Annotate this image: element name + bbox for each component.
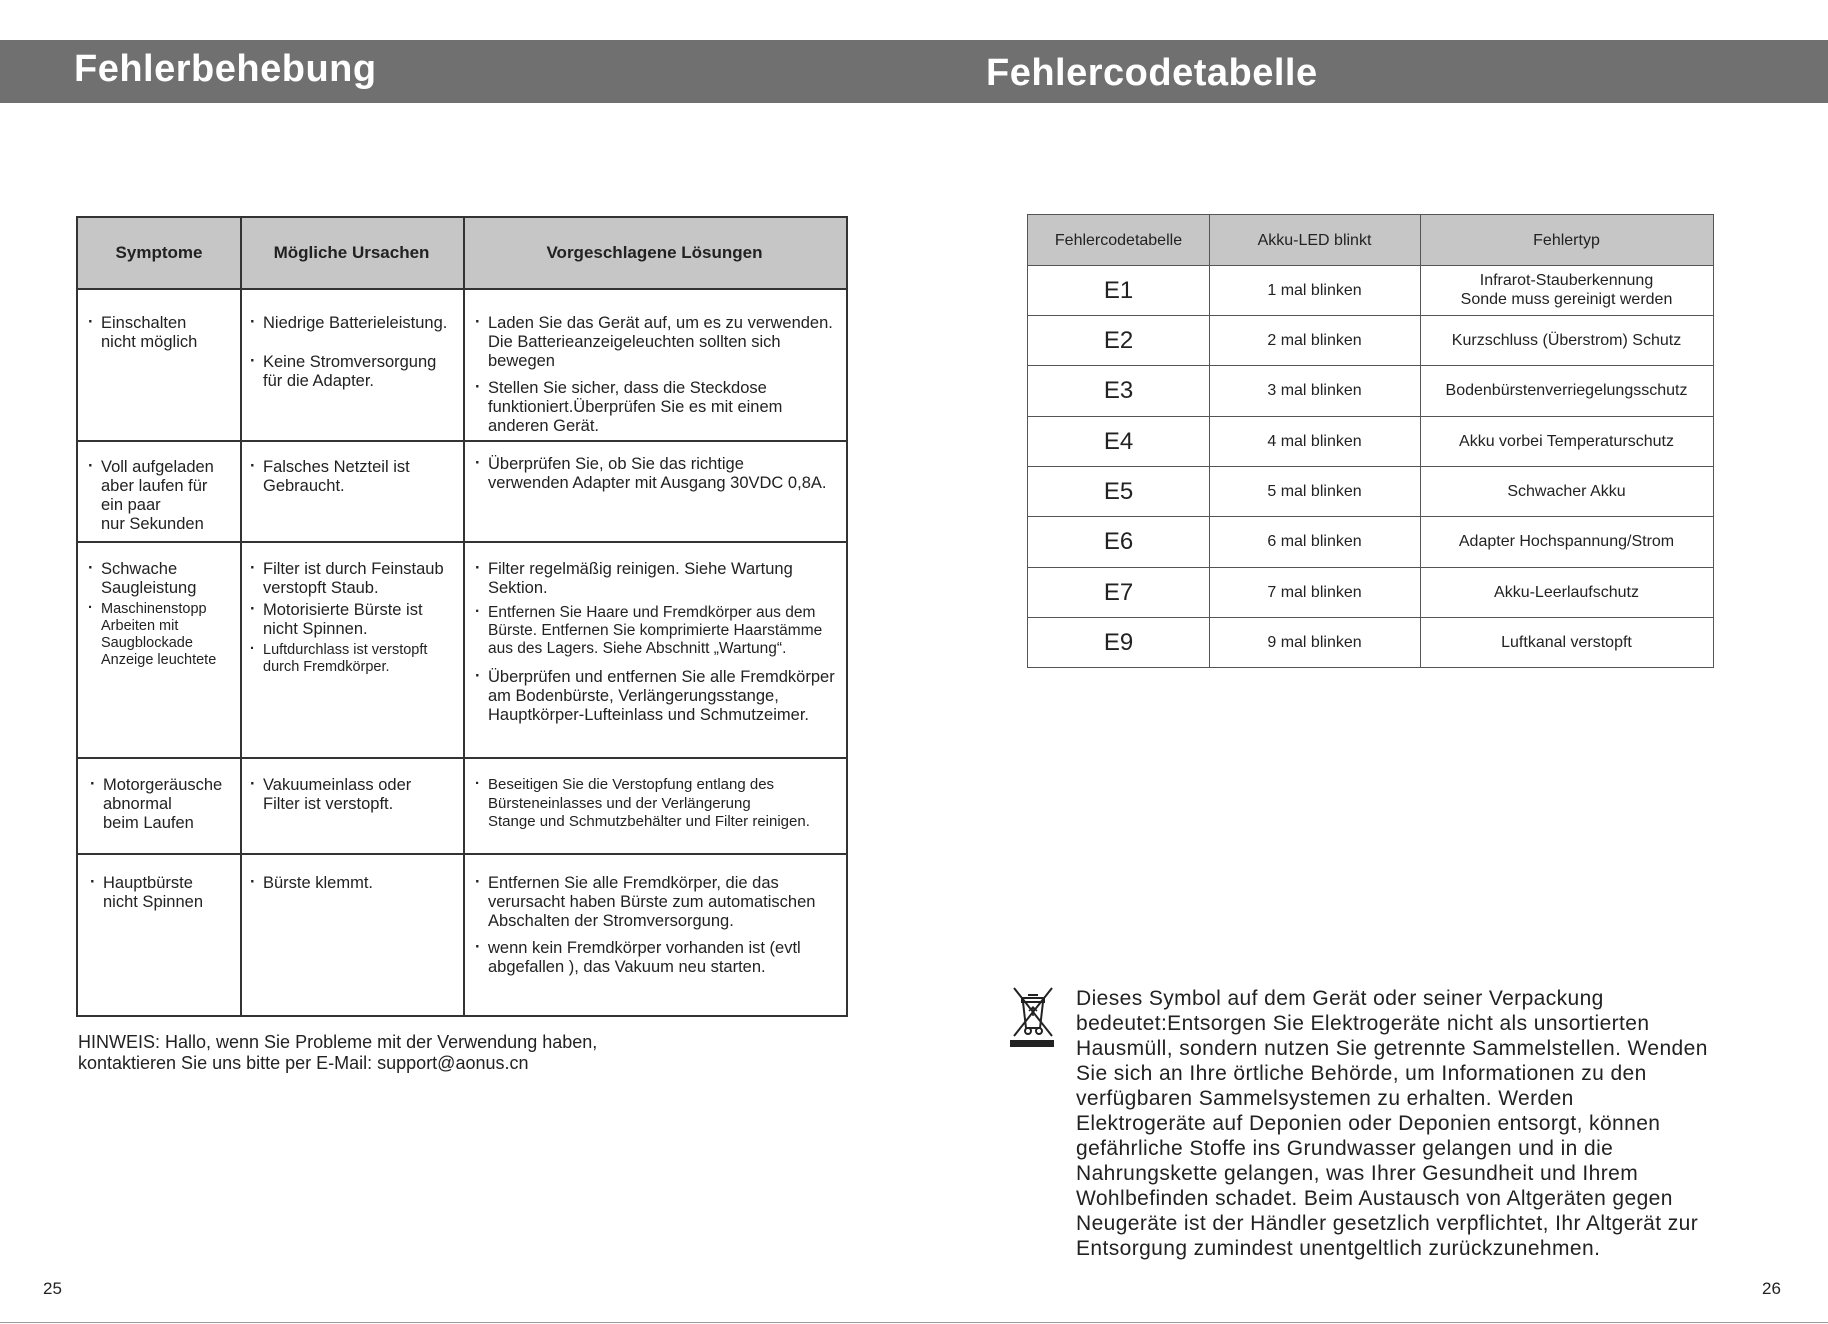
symptom-item: · Einschalten nicht möglich: [88, 314, 236, 352]
solution-item: · Stellen Sie sicher, dass die Steckdose funktioniert.Überprüfen Sie es mit einem anderen Gerät.: [475, 379, 847, 436]
cause-item: · Filter ist durch Feinstaub verstopft Staub.: [250, 560, 462, 598]
solution-item: · Laden Sie das Gerät auf, um es zu verwenden. Die Batterieanzeigeleuchten sollten sich bewegen: [475, 314, 847, 371]
table-row-3-symptoms: [88, 560, 238, 677]
cause-item: · Niedrige Batterieleistung.: [250, 314, 462, 333]
table-row-4-causes: [250, 776, 462, 822]
row-divider: [78, 757, 846, 759]
solution-item: · Überprüfen Sie, ob Sie das richtige verwenden Adapter mit Ausgang 30VDC 0,8A.: [475, 455, 847, 493]
solution-item: · Entfernen Sie Haare und Fremdkörper aus dem Bürste. Entfernen Sie komprimierte Haarstämme aus des Lagers. Siehe Abschnitt „Wartung“.: [475, 604, 847, 658]
error-type: Adapter Hochspannung/Strom: [1458, 533, 1675, 550]
table-row-2-solutions: [475, 455, 847, 501]
error-type: Luftkanal verstopft: [1501, 633, 1632, 651]
row-divider: [78, 288, 846, 290]
cause-item: · Bürste klemmt.: [250, 874, 462, 893]
led-blink-count: 1 mal blinken: [1267, 281, 1362, 299]
table-row-3-causes: [250, 560, 462, 684]
header-solutions: Vorgeschlagene Lösungen: [546, 243, 763, 262]
error-type: Bodenbürstenverriegelungsschutz: [1445, 382, 1688, 399]
led-blink-count: 7 mal blinken: [1267, 583, 1362, 601]
error-code: E6: [1103, 528, 1134, 555]
cause-item: · Vakuumeinlass oder Filter ist verstopft.: [250, 776, 462, 814]
error-code: E7: [1103, 578, 1134, 606]
table-row-2-symptoms: [88, 458, 236, 542]
cause-item: · Motorisierte Bürste ist nicht Spinnen.: [250, 601, 462, 639]
error-type: Akku-Leerlaufschutz: [1494, 583, 1639, 601]
header-led-blink: Akku-LED blinkt: [1257, 231, 1372, 249]
cause-item: · Keine Stromversorgung für die Adapter.: [250, 353, 462, 391]
symptom-item: · Hauptbürste nicht Spinnen: [90, 874, 240, 912]
error-type: Akku vorbei Temperaturschutz: [1459, 432, 1674, 450]
column-divider: [240, 218, 242, 1015]
symptom-item: · Motorgeräusche abnormal beim Laufen: [90, 776, 240, 833]
error-code: E4: [1103, 427, 1134, 455]
table-row-5-solutions: [475, 874, 847, 985]
column-divider: [463, 218, 465, 1015]
table-row-4-solutions: [475, 776, 847, 840]
table-row-1-symptoms: [88, 314, 236, 360]
page-title-troubleshooting: Fehlerbehebung: [74, 48, 377, 90]
solution-item: · Überprüfen und entfernen Sie alle Fremdkörper am Bodenbürste, Verlängerungsstange, Hauptkörper-Lufteinlass und Schmutzeimer.: [475, 668, 847, 725]
header-error-code: Fehlercodetabelle: [1054, 231, 1183, 249]
row-divider: [78, 853, 846, 855]
error-code: E1: [1103, 276, 1134, 304]
header-causes: Mögliche Ursachen: [273, 243, 430, 262]
table-row-5-causes: [250, 874, 462, 901]
error-code: E2: [1103, 326, 1134, 354]
weee-disposal-notice: Dieses Symbol auf dem Gerät oder seiner Verpackung bedeutet:Entsorgen Sie Elektrogeräte nicht als unsortierten Hausmüll, sondern nutzen Sie getrennte Sammelstellen. Wenden Sie sich an Ihre örtliche Behörde, um Informationen zu den verfügbaren Sammelsystemen zu erhalten. Werden Elektrogeräte auf Deponien oder Deponien entsorgt, können gefährliche Stoffe ins Grundwasser gelangen und in die Nahrungskette gelangen, was Ihrer Gesundheit und Ihrem Wohlbefinden schadet. Beim Austausch von Altgeräten gegen Neugeräte ist der Händler gesetzlich verpflichtet, Ihr Altgerät zur Entsorgung zumindest unentgeltlich zurückzunehmen.: [1076, 987, 1708, 1260]
error-type: Schwacher Akku: [1507, 482, 1626, 500]
led-blink-count: 4 mal blinken: [1267, 432, 1362, 450]
table-row-3-solutions: [475, 560, 847, 733]
header-error-type: Fehlertyp: [1533, 231, 1600, 249]
led-blink-count: 3 mal blinken: [1267, 382, 1362, 399]
bottom-rule: [0, 1322, 1828, 1323]
cause-item: · Falsches Netzteil ist Gebraucht.: [250, 458, 462, 496]
page-number-left: 25: [43, 1279, 62, 1298]
header-symptoms: Symptome: [115, 243, 203, 262]
solution-item: · Filter regelmäßig reinigen. Siehe Wartung Sektion.: [475, 560, 847, 598]
page-title-error-codes: Fehlercodetabelle: [986, 52, 1318, 94]
page-number-right: 26: [1762, 1279, 1781, 1298]
contact-note: HINWEIS: Hallo, wenn Sie Probleme mit der Verwendung haben, kontaktieren Sie uns bitte per E-Mail: support@aonus.cn: [78, 1032, 598, 1073]
solution-item: · wenn kein Fremdkörper vorhanden ist (evtl abgefallen ), das Vakuum neu starten.: [475, 939, 847, 977]
led-blink-count: 6 mal blinken: [1267, 533, 1362, 550]
cause-item: · Luftdurchlass ist verstopft durch Fremdkörper.: [250, 642, 462, 676]
error-code: E5: [1103, 477, 1134, 505]
symptom-item: · Schwache Saugleistung: [88, 560, 238, 598]
error-type: Kurzschluss (Überstrom) Schutz: [1451, 331, 1682, 349]
error-code-table: [1027, 214, 1714, 668]
led-blink-count: 5 mal blinken: [1267, 482, 1362, 500]
table-row-2-causes: [250, 458, 462, 504]
table-row-5-symptoms: [90, 874, 240, 920]
crossed-out-wheelie-bin-icon: [1008, 984, 1058, 1048]
error-type: Infrarot-Stauberkennung Sonde muss gereinigt werden: [1460, 272, 1673, 308]
solution-item: · Beseitigen Sie die Verstopfung entlang des Bürsteneinlasses und der Verlängerung Stange und Schmutzbehälter und Filter reinigen.: [475, 776, 847, 832]
troubleshooting-table: [76, 216, 848, 1017]
symptom-item: · Maschinenstopp Arbeiten mit Saugblockade Anzeige leuchtete: [88, 601, 238, 669]
table-row-1-solutions: [475, 314, 847, 444]
led-blink-count: 2 mal blinken: [1267, 331, 1362, 349]
table-row-1-causes: [250, 314, 462, 399]
solution-item: · Entfernen Sie alle Fremdkörper, die das verursacht haben Bürste zum automatischen Abschalten der Stromversorgung.: [475, 874, 847, 931]
symptom-item: · Voll aufgeladen aber laufen für ein paar nur Sekunden: [88, 458, 236, 534]
error-code: E3: [1103, 377, 1134, 404]
error-code: E9: [1103, 628, 1134, 656]
table-row-4-symptoms: [90, 776, 240, 841]
led-blink-count: 9 mal blinken: [1267, 633, 1362, 651]
